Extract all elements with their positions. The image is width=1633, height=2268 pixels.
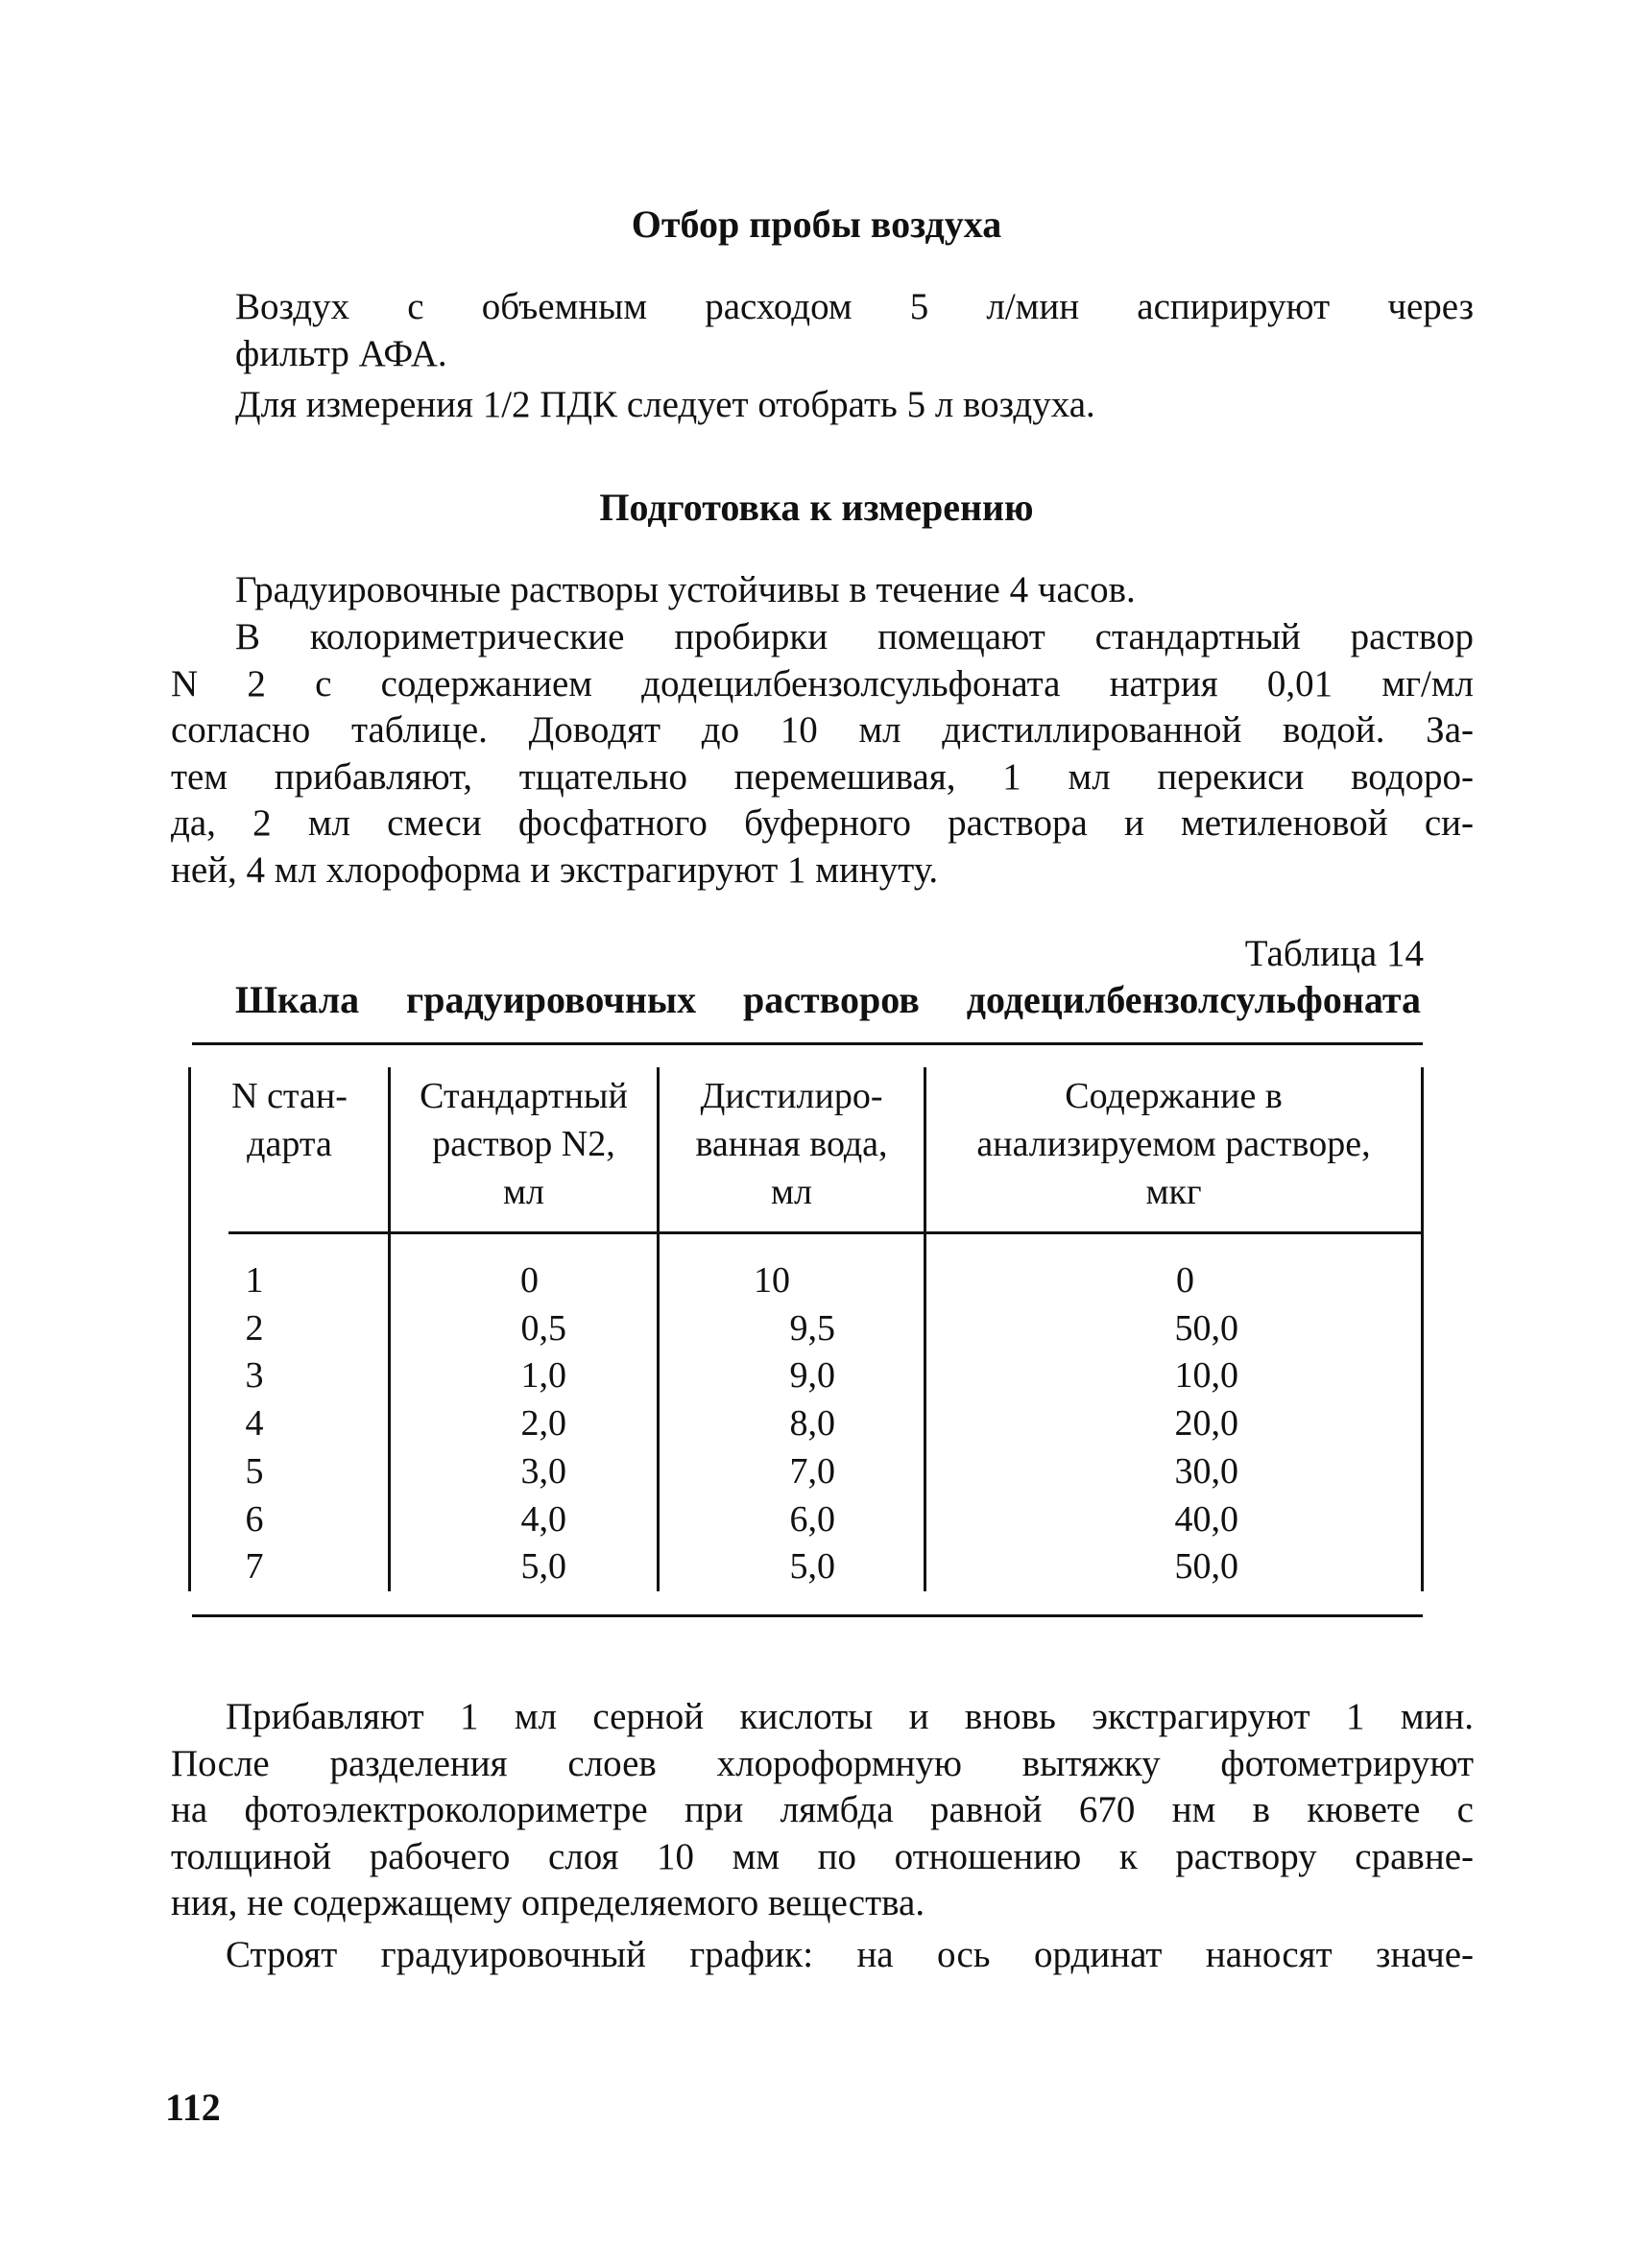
- paragraph-line: В колориметрические пробирки помещают стандартный раствор: [235, 616, 1474, 657]
- table-cell: 20,0: [1174, 1403, 1238, 1444]
- table-cell: 30,0: [1174, 1450, 1238, 1492]
- table-title: Шкала градуировочных растворов додецилбензолсульфоната: [235, 978, 1421, 1021]
- paragraph-extraction: [171, 1694, 1474, 1927]
- paragraph-line: Прибавляют 1 мл серной кислоты и вновь экстрагируют 1 мин.: [226, 1696, 1474, 1737]
- table-cell: 2,0: [520, 1403, 566, 1444]
- table-column-water: [754, 1257, 835, 1591]
- paragraph-stability: [235, 567, 1474, 614]
- table-cell: 50,0: [1174, 1307, 1238, 1349]
- paragraph-line: да, 2 мл смеси фосфатного буферного раствора и метиленовой си-: [171, 802, 1474, 844]
- paragraph-line: тем прибавляют, тщательно перемешивая, 1 мл перекиси водоро-: [171, 755, 1474, 798]
- table-cell: 1: [245, 1260, 264, 1301]
- table-bottom-rule: [192, 1614, 1423, 1617]
- paragraph-line: ния, не содержащему определяемого вещества.: [171, 1882, 925, 1923]
- table-cell: 5,0: [520, 1546, 566, 1588]
- table-header-solution: Стандартный раствор N2, мл: [420, 1076, 628, 1212]
- section-title-preparation: Подготовка к измерению: [599, 486, 1034, 529]
- table-cell: 8,0: [789, 1403, 835, 1444]
- table-cell: 5: [245, 1450, 264, 1492]
- table-header-content: Содержание в анализируемом растворе, мкг: [976, 1076, 1371, 1212]
- table-column-solution: [461, 1257, 566, 1591]
- table-cell: 9,5: [789, 1307, 835, 1349]
- table-header-standard: N стан- дарта: [231, 1076, 348, 1164]
- table-cell: 7: [245, 1546, 264, 1588]
- table-cell: 3: [245, 1355, 264, 1397]
- table-cell: 6: [245, 1498, 264, 1540]
- table-top-rule: [192, 1042, 1423, 1045]
- table-cell: 4,0: [520, 1498, 566, 1540]
- paragraph-line: Градуировочные растворы устойчивы в течение 4 часов.: [235, 569, 1136, 610]
- table-cell: 10,0: [1174, 1355, 1238, 1397]
- table-cell: 0: [1176, 1260, 1194, 1301]
- paragraph-sample-volume: [235, 382, 1474, 429]
- paragraph-procedure: [171, 614, 1474, 894]
- table-border-right: [1421, 1067, 1424, 1591]
- table-cell: 7,0: [789, 1450, 835, 1492]
- paragraph-line: Строят градуировочный график: на ось ординат наносят значе-: [226, 1934, 1474, 1975]
- table-cell: 0: [520, 1260, 539, 1301]
- paragraph-line: согласно таблице. Доводят до 10 мл дистиллированной водой. За-: [171, 709, 1474, 751]
- paragraph-line: толщиной рабочего слоя 10 мм по отношению к раствору сравне-: [171, 1835, 1474, 1877]
- table-column-content: [1133, 1257, 1238, 1591]
- table-cell: 50,0: [1174, 1546, 1238, 1588]
- table-cell: 0,5: [520, 1307, 566, 1349]
- paragraph-line: ней, 4 мл хлороформа и экстрагируют 1 минуту.: [171, 848, 939, 891]
- paragraph-line: на фотоэлектроколориметре при лямбда равной 670 нм в кювете с: [171, 1789, 1474, 1830]
- paragraph-line: Воздух с объемным расходом 5 л/мин аспирируют через: [235, 286, 1474, 327]
- paragraph-line: N 2 с содержанием додецилбензолсульфоната натрия 0,01 мг/мл: [171, 662, 1474, 704]
- paragraph-line: После разделения слоев хлороформную вытяжку фотометрируют: [171, 1742, 1474, 1784]
- paragraph-line: Для измерения 1/2 ПДК следует отобрать 5 л воздуха.: [235, 384, 1095, 425]
- table-cell: 40,0: [1174, 1498, 1238, 1540]
- section-title-air-sampling: Отбор пробы воздуха: [631, 203, 1002, 246]
- table-header-water: Дистилиро- ванная вода, мл: [695, 1076, 888, 1212]
- table-cell: 5,0: [789, 1546, 835, 1588]
- paragraph-air-flow: [235, 284, 1474, 377]
- table-cell: 1,0: [520, 1355, 566, 1397]
- table-cell: 4: [245, 1403, 264, 1444]
- table-header-rule: [228, 1231, 1423, 1234]
- table-cell: 10: [754, 1260, 790, 1301]
- paragraph-graph: [226, 1932, 1474, 1979]
- paragraph-line: фильтр АФА.: [235, 332, 447, 374]
- table-cell: 9,0: [789, 1355, 835, 1397]
- table-caption: Таблица 14: [1244, 933, 1424, 974]
- page-number: 112: [165, 2086, 221, 2129]
- table-cell: 2: [245, 1307, 264, 1349]
- table-cell: 3,0: [520, 1450, 566, 1492]
- table-column-standard: [211, 1257, 298, 1591]
- table-cell: 6,0: [789, 1498, 835, 1540]
